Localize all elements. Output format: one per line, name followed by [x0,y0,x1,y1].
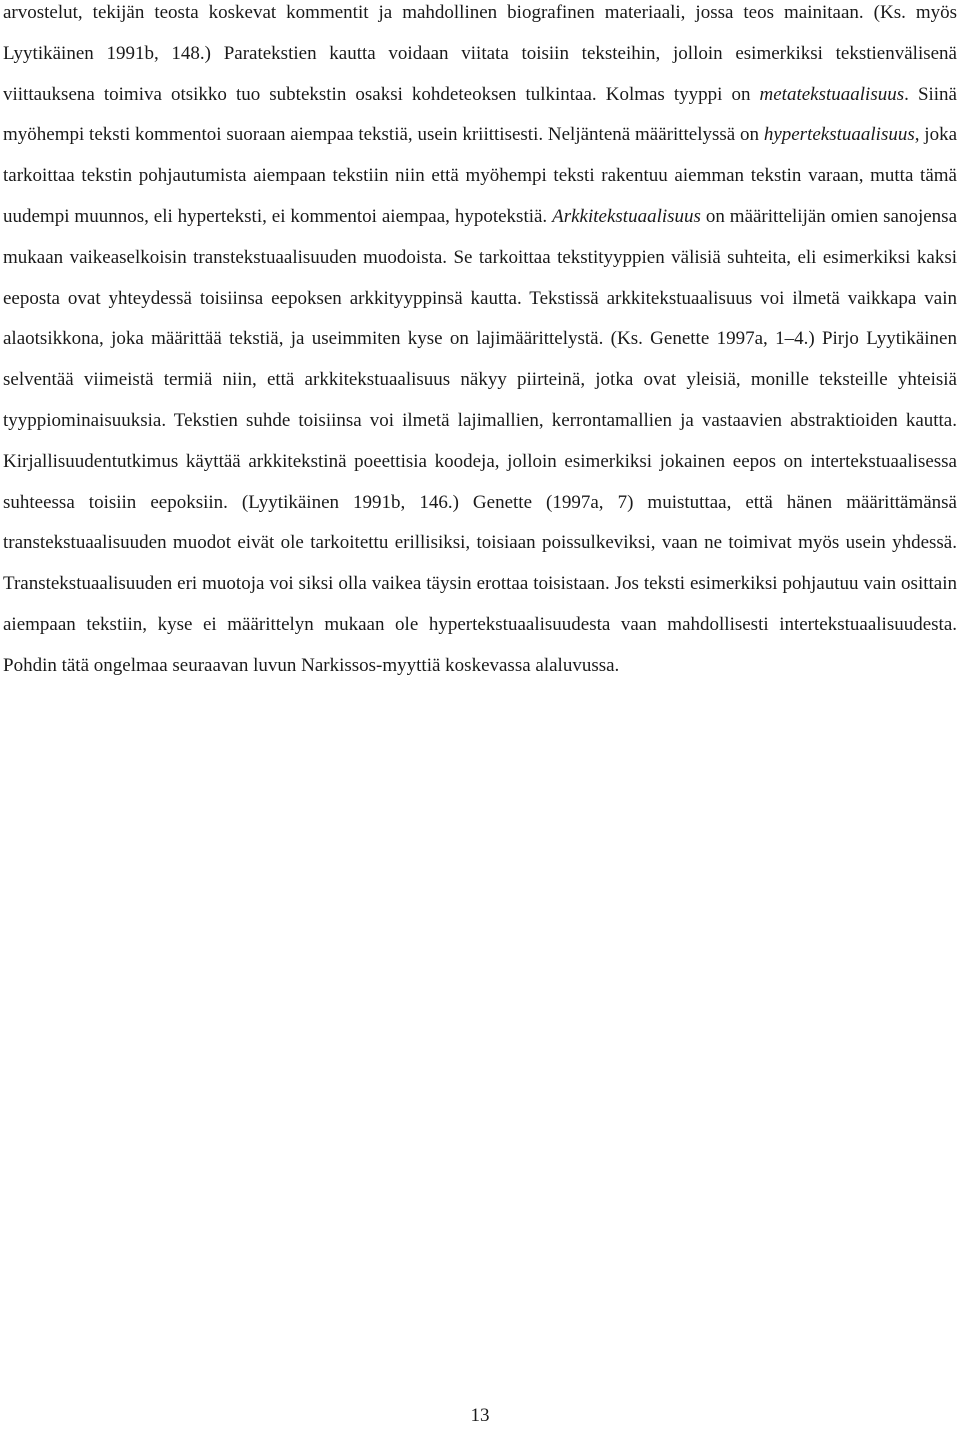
term-hypertekstuaalisuus: hypertekstuaalisuus [763,124,915,146]
body-paragraph [3,0,957,687]
paragraph-text-segment: , joka tarkoittaa tekstin pohjautumista aiempaan tekstiin niin että myöhempi teksti rakentuu aiemman tekstin varaan, mutta tämä uudempi muunnos, eli hyperteksti, ei kommentoi aiempaa, hypotekstiä. [3,124,958,227]
page-number: 13 [470,1405,490,1426]
paragraph-text-segment: on määrittelijän omien sanojensa mukaan vaikeaselkoisin transtekstuaalisuuden muodoista. Se tarkoittaa tekstityyppien välisiä suhteita, eli esimerkiksi kaksi eeposta ovat yhteydessä toisiinsa eepoksen arkkityyppinsä kautta. Tekstissä arkkitekstuaalisuus voi ilmetä vaikkapa vain alaotsikkona, joka määrittää tekstiä, ja useimmiten kyse on lajimäärittelystä. (Ks. Genette 1997a, 1–4.) Pirjo Lyytikäinen selventää viimeistä termiä niin, että arkkitekstuaalisuus näkyy piirteinä, jotka ovat yleisiä, monille teksteille yhteisiä tyyppiominaisuuksia. Tekstien suhde toisiinsa voi ilmetä lajimallien, kerrontamallien ja vastaavien abstraktioiden kautta. Kirjallisuudentutkimus käyttää arkkitekstinä poeettisia koodeja, jolloin esimerkiksi jokainen eepos on intertekstuaalisessa suhteessa toisiin eepoksiin. (Lyytikäinen 1991b, 146.) Genette (1997a, 7) muistuttaa, että hänen määrittämänsä transtekstuaalisuuden muodot eivät ole tarkoitettu erillisiksi, toisiaan poissulkeviksi, vaan ne toimivat myös usein yhdessä. Transtekstuaalisuuden eri muotoja voi siksi olla vaikea täysin erottaa toisistaan. Jos teksti esimerkiksi pohjautuu vain osittain aiempaan tekstiin, kyse ei määrittelyn mukaan ole hypertekstuaalisuudesta vaan mahdollisesti intertekstuaalisuudesta. Pohdin tätä ongelmaa seuraavan luvun Narkissos-myyttiä koskevassa alaluvussa. [3,205,957,676]
paragraph-text-segment: arvostelut, tekijän teosta koskevat kommentit ja mahdollinen biografinen materiaali, jossa teos mainitaan. (Ks. myös Lyytikäinen 1991b, 148.) Paratekstien kautta voidaan viitata toisiin teksteihin, jolloin esimerkiksi tekstienvälisenä viittauksena toimiva otsikko tuo subtekstin osaksi kohdeteoksen tulkintaa. Kolmas tyyppi on [3,2,957,105]
term-metatekstuaalisuus: metatekstuaalisuus [759,83,905,105]
paragraph-text-segment: . Siinä myöhempi teksti kommentoi suoraan aiempaa tekstiä, usein kriittisesti. Neljäntenä määrittelyssä on [3,83,957,146]
term-arkkitekstuaalisuus: Arkkitekstuaalisuus [552,205,701,227]
